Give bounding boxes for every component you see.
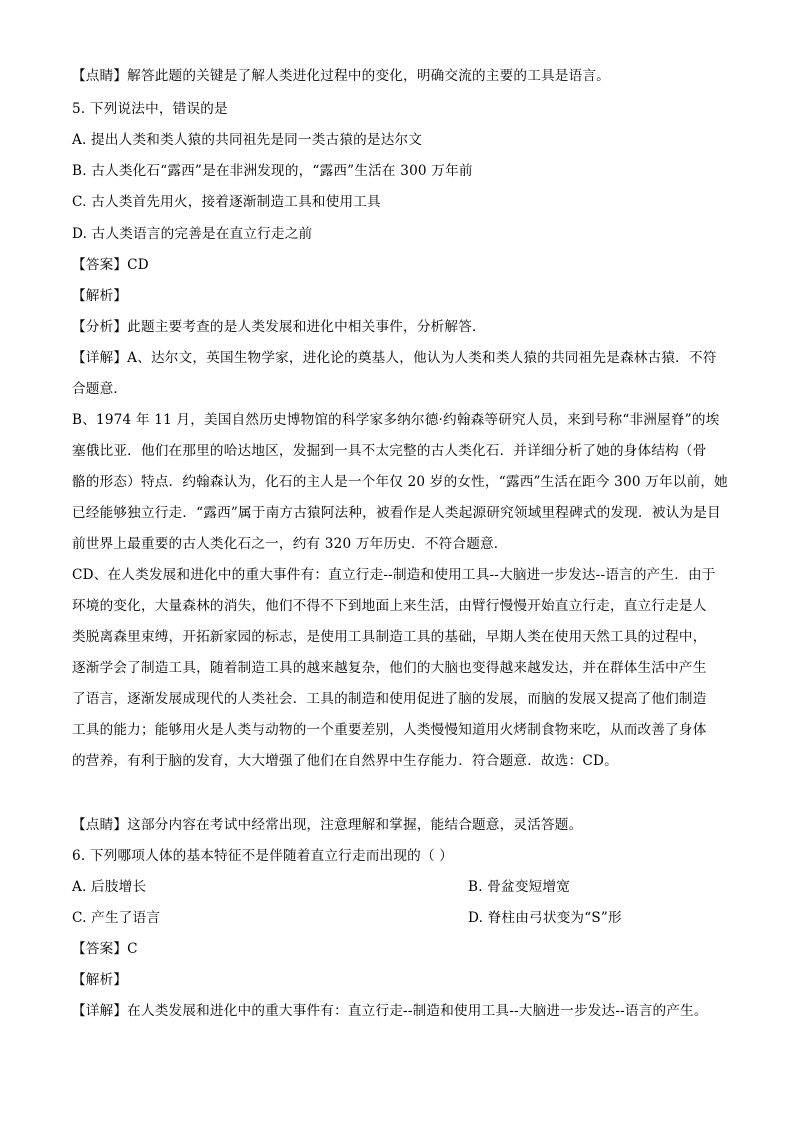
q5-detail-line: 已经能够独立行走．“露西”属于南方古猿阿法种，被看作是人类起源研究领域里程碑式的发现．被认为是目: [72, 505, 721, 521]
q5-fenxi: 【分析】此题主要考查的是人类发展和进化中相关事件，分析解答．: [72, 319, 486, 335]
q5-detail-line: 合题意．: [72, 381, 128, 397]
q5-detail-line: 【详解】A、达尔文，英国生物学家，进化论的奠基人，他认为人类和类人猿的共同祖先是森林古猿．不符: [72, 350, 717, 366]
q6-option-b: B. 骨盆变短增宽: [468, 879, 570, 895]
q6-option-d: D. 脊柱由弓状变为“S”形: [468, 910, 622, 926]
q6-answer: 【答案】C: [72, 941, 138, 957]
q5-detail-line: 逐渐学会了制造工具，随着制造工具的越来越复杂，他们的大脑也变得越来越发达，并在群体生活中产生: [72, 660, 707, 676]
q5-detail-line: 了语言，逐渐发展成现代的人类社会．工具的制造和使用促进了脑的发展，而脑的发展又提高了他们制造: [72, 691, 707, 707]
q6-option-a: [72, 877, 722, 897]
q6-option-c: [72, 908, 722, 928]
q6-option-c-text: C. 产生了语言: [72, 910, 161, 926]
q5-detail-line: 的营养，有利于脑的发育，大大增强了他们在自然界中生存能力．符合题意．故选：CD。: [72, 753, 618, 769]
q5-tip: 【点睛】这部分内容在考试中经常出现，注意理解和掌握，能结合题意，灵活答题。: [72, 817, 583, 833]
q5-answer: 【答案】CD: [72, 257, 149, 273]
q5-option-d: D. 古人类语言的完善是在直立行走之前: [72, 226, 313, 242]
q5-option-b: B. 古人类化石“露西”是在非洲发现的，“露西”生活在 300 万年前: [72, 163, 473, 179]
q6-detail: 【详解】在人类发展和进化中的重大事件有：直立行走--制造和使用工具--大脑进一步发达--语言的产生。: [72, 1003, 708, 1019]
q5-detail-line: 骼的形态）特点．约翰森认为，化石的主人是一个年仅 20 岁的女性，“露西”生活在距今 300 万年以前，她: [72, 474, 728, 490]
q4-tip: 【点睛】解答此题的关键是了解人类进化过程中的变化，明确交流的主要的工具是语言。: [72, 68, 610, 84]
q5-stem: 5. 下列说法中，错误的是: [72, 101, 228, 117]
q5-detail-line: CD、在人类发展和进化中的重大事件有：直立行走--制造和使用工具--大脑进一步发达--语言的产生．由于: [72, 567, 716, 583]
q5-detail-line: 类脱离森里束缚，开拓新家园的标志，是使用工具制造工具的基础，早期人类在使用天然工具的过程中，: [72, 629, 707, 645]
q5-detail-line: 前世界上最重要的古人类化石之一，约有 320 万年历史．不符合题意．: [72, 536, 508, 552]
q5-analysis-label: 【解析】: [72, 288, 128, 304]
q6-analysis-label: 【解析】: [72, 972, 128, 988]
q5-detail-line: 工具的能力；能够用火是人类与动物的一个重要差别，人类慢慢知道用火烤制食物来吃，从而改善了身体: [72, 722, 707, 738]
q5-detail-line: 环境的变化，大量森林的消失，他们不得不下到地面上来生活，由臂行慢慢开始直立行走，直立行走是人: [72, 598, 707, 614]
q6-option-a-text: A. 后肢增长: [72, 879, 147, 895]
q5-detail-line: B、1974 年 11 月，美国自然历史博物馆的科学家多纳尔德·约翰森等研究人员，来到号称“非洲屋脊”的埃: [72, 412, 720, 428]
q5-detail-line: 塞俄比亚．他们在那里的哈达地区，发掘到一具不太完整的古人类化石．并详细分析了她的身体结构（骨: [72, 443, 707, 459]
q5-option-a: A. 提出人类和类人猿的共同祖先是同一类古猿的是达尔文: [72, 132, 423, 148]
q6-stem: 6. 下列哪项人体的基本特征不是伴随着直立行走而出现的（ ）: [72, 848, 454, 864]
q5-option-c: C. 古人类首先用火，接着逐渐制造工具和使用工具: [72, 194, 381, 210]
